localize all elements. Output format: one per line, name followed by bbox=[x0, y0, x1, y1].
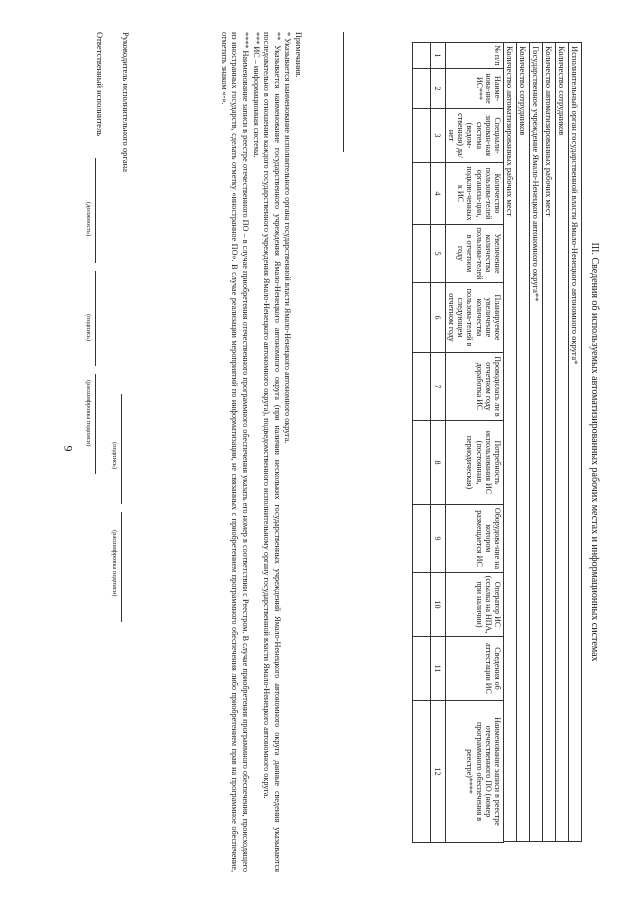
note-item: *** ИС – информационная система. bbox=[251, 32, 261, 158]
notes-section bbox=[218, 32, 344, 872]
table-cell bbox=[412, 43, 430, 69]
head-signature-line bbox=[121, 394, 132, 504]
head-signature-row bbox=[111, 32, 132, 872]
executor-caption-position: (должность) bbox=[85, 202, 92, 237]
executor-signature-label: Ответственный исполнитель bbox=[95, 32, 105, 137]
table-cell bbox=[412, 421, 430, 505]
column-header: № п/п bbox=[445, 43, 503, 69]
table-row bbox=[556, 43, 569, 842]
organization-table bbox=[503, 42, 582, 842]
column-header: Оператор ИС (ссылка на НПА, при наличии) bbox=[445, 573, 503, 637]
executor-position-line bbox=[95, 158, 106, 263]
executor-name-line bbox=[95, 374, 106, 474]
head-name-line bbox=[121, 512, 132, 622]
table-cell bbox=[412, 163, 430, 225]
table-cell bbox=[412, 573, 430, 637]
table-cell bbox=[412, 637, 430, 701]
column-number: 5 bbox=[430, 225, 445, 283]
note-item: ** Указывается наименование государственного учреждения Ямало-Ненецкого автономного округа (при наличии нескольких государственных учреждений Ямало-Ненецкого автономного округа данные сведения указываются последовательно в отношении каждого государственного учреждения Ямало-Ненецкого автономного округа), подведомственного исполнительному органу государственной власти Ямало-Ненецкого автономного округа. bbox=[262, 32, 282, 872]
column-header: Потребность использования ИС (постоянная, периодическая) bbox=[445, 421, 503, 505]
head-caption-sign: (подпись) bbox=[111, 442, 118, 469]
column-header: Сведения об аттестации ИС bbox=[445, 637, 503, 701]
table-cell bbox=[412, 505, 430, 573]
table-cell: Государственное учреждение Ямало-Ненецкого автономного округа** bbox=[530, 43, 543, 842]
column-number: 2 bbox=[430, 69, 445, 109]
head-caption-decode: (расшифровка подписи) bbox=[111, 530, 118, 597]
executor-signature-line bbox=[95, 271, 106, 366]
column-number: 10 bbox=[430, 573, 445, 637]
column-number: 9 bbox=[430, 505, 445, 573]
note-item: **** Наименование записи в реестре отечественного ПО – в случае приобретения отечественного программного обеспечения указать его номер в соответствии с Реестром. В случае приобретения программного обеспечения, происходящего из иностранных государств, сделать отметку «иностранное ПО». В случае реализации мероприятий по информатизации, не связанных с приобретением программного обеспечения либо приобретением прав на программное обеспечение, отметить знаком «-». bbox=[219, 32, 251, 872]
column-header: Планируемое увеличение количества пользова-телей в следующем отчетном году bbox=[445, 283, 503, 353]
table-cell bbox=[412, 701, 430, 843]
table-row bbox=[412, 43, 430, 843]
column-number: 8 bbox=[430, 421, 445, 505]
column-header: Наиме-нова-ние ИС*** bbox=[445, 69, 503, 109]
executor-caption-sign: (подпись) bbox=[85, 314, 92, 341]
column-header: Оборудова-ние на котором размещается ИС bbox=[445, 505, 503, 573]
table-row bbox=[517, 43, 530, 842]
table-cell: Количество сотрудников bbox=[556, 43, 569, 842]
table-cell: Количество автоматизированных рабочих мест bbox=[543, 43, 556, 842]
column-header: Специали-зирован-ная система (ведом-ственная) да/нет bbox=[445, 109, 503, 163]
notes-title: Примечания. bbox=[294, 32, 303, 78]
column-number: 7 bbox=[430, 353, 445, 421]
column-number: 11 bbox=[430, 637, 445, 701]
column-header: Проводилась ли в отчетном году доработка ИС bbox=[445, 353, 503, 421]
section-title: III. Сведения об используемых автоматизированных рабочих местах и информационных системах bbox=[589, 242, 600, 662]
table-cell bbox=[412, 283, 430, 353]
rotated-page-content bbox=[80, 22, 600, 882]
note-item: * Указывается наименование исполнительного органа государственной власти Ямало-Ненецкого автономного округа. bbox=[283, 32, 293, 444]
table-header-row bbox=[445, 43, 503, 843]
head-signature-label: Руководитель исполнительного органа bbox=[121, 32, 131, 172]
table-row bbox=[569, 43, 582, 842]
table-cell: Исполнительный орган государственной власти Ямало-Ненецкого автономного округа* bbox=[569, 43, 582, 842]
column-header: Количество пользова-телей организа-ции, подклю-ченных к ИС bbox=[445, 163, 503, 225]
table-cell bbox=[412, 109, 430, 163]
column-number: 3 bbox=[430, 109, 445, 163]
column-number: 4 bbox=[430, 163, 445, 225]
divider bbox=[343, 32, 344, 152]
column-number: 1 bbox=[430, 43, 445, 69]
column-header: Наименование записи в реестре отечественного ПО (номер программного обеспечения в реестре)**** bbox=[445, 701, 503, 843]
table-cell bbox=[412, 69, 430, 109]
table-cell bbox=[412, 353, 430, 421]
column-number-row bbox=[430, 43, 445, 843]
executor-signature-row bbox=[85, 32, 106, 872]
column-header: Увеличение количества пользова-телей в отчетном году bbox=[445, 225, 503, 283]
column-number: 6 bbox=[430, 283, 445, 353]
column-number: 12 bbox=[430, 701, 445, 843]
table-row bbox=[543, 43, 556, 842]
table-cell bbox=[412, 225, 430, 283]
executor-caption-decode: (расшифровка подписи) bbox=[85, 380, 92, 447]
table-row bbox=[530, 43, 543, 842]
table-cell: Количество автоматизированных рабочих мест bbox=[504, 43, 517, 842]
table-cell: Количество сотрудников bbox=[517, 43, 530, 842]
page-number: 9 bbox=[61, 445, 76, 452]
information-systems-table bbox=[412, 42, 504, 843]
table-row bbox=[504, 43, 517, 842]
